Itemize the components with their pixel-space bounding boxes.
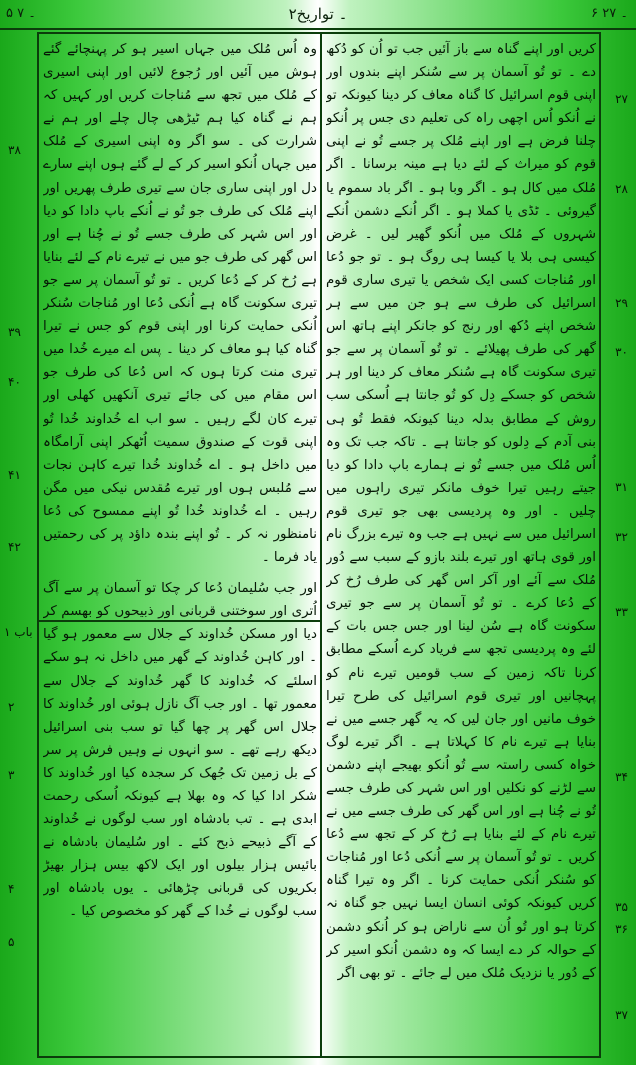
verse-number: ۴ (8, 882, 15, 896)
verse-number: ۳۶ (615, 922, 628, 936)
verse-number: ۳۹ (8, 325, 21, 339)
verse-number: ۳۱ (615, 480, 628, 494)
verse-number: ۳۵ (615, 900, 628, 914)
chapter-number: ۱ باب (4, 625, 33, 639)
page-header (0, 0, 636, 30)
verse-number: ۲ (8, 700, 15, 714)
verse-number: ۳۴ (615, 770, 628, 784)
column-divider (320, 32, 322, 1058)
verse-number: ۳۸ (8, 143, 21, 157)
left-column-text-1: وہ اُس مُلک میں جہاں اسیر ہو کر پہنچائے گئے ہوش میں آئیں اور رُجوع لائیں اور اپنی اسیری کے مُلک میں تجھ سے مُناجات کریں اور کہیں کہ ہم نے گناہ کیا ہم ٹیڑھی چال چلے اور ہم نے شرارت کی ۔ سو اگر وہ اپنی اسیری کے مُلک میں جہاں اُنکو اسیر کر کے لے گئے ہوں اپنے سارے دل اور اپنی ساری جان سے تیری طرف پھریں اور اپنے مُلک کی طرف جو تُو نے اُنکے باپ دادا کو دیا اور اس شہر کی طرف جسے تُو نے چُنا ہے اور اس گھر کی طرف جو میں نے تیرے نام کے لئے بنایا ہے رُخ کر کے دُعا کریں ۔ تو تُو آسمان پر سے جو تیری سکونت گاہ ہے اُنکی دُعا اور مُناجات سُنکر اُنکی حمایت کرنا اور اپنی قوم کو جس نے تیرا گناہ کیا ہو معاف کر دینا ۔ پس اے میرے خُدا میں تیری منت کرتا ہوں کہ اس دُعا کی طرف جو اس مقام میں کی جائے تیری آنکھیں کھلی اور تیرے کان لگے رہیں ۔ سو اب اے خُداوند خُدا تُو اپنی قوت کے صندوق سمیت اُٹھکر اپنی آرامگاہ میں داخل ہو ۔ اے خُداوند خُدا تیرے کاہن نجات سے مُلبس ہوں اور تیرے مُقدس نیکی میں مگن رہیں ۔ اے خُداوند خُدا تُو اپنے ممسوح کی دُعا نامنظور نہ کر ۔ تُو اپنے بندہ داؤد پر کی رحمتیں یاد فرما ۔ (43, 42, 317, 566)
verse-number: ۲۷ (615, 92, 628, 106)
right-column-text: کریں اور اپنے گناہ سے باز آئیں جب تو اُن کو دُکھ دے ۔ تو تُو آسمان پر سے سُنکر اپنے بندوں اور اپنی قوم اسرائیل کا گناہ معاف کر دینا کیونکہ تو نے اُنکو اُس اچھی راہ کی تعلیم دی جس پر اُنکو چلنا فرض ہے اور اپنے مُلک پر جسے تُو نے اپنی قوم کو میراث کے لئے دیا ہے مینہ برسانا ۔ اگر مُلک میں کال ہو ۔ اگر وبا ہو ۔ اگر باد سموم یا گیروئی ۔ ٹڈی یا کملا ہو ۔ اگر اُنکے دشمن اُنکے شہروں کے مُلک میں اُنکو گھیر لیں ۔ غرض کیسی ہی بلا یا کیسا ہی روگ ہو ۔ تو جو دُعا اور مُناجات کسی ایک شخص یا تیری ساری قوم اسرائیل کی طرف سے ہو جن میں سے ہر شخص اپنے دُکھ اور رنج کو جانکر اپنے ہاتھ اس گھر کی طرف پھیلائے ۔ تو تُو آسمان پر سے جو تیری سکونت گاہ ہے سُنکر معاف کر دینا اور ہر شخص کو جسکے دِل کو تُو جانتا ہے اُسکی سب روش کے مطابق بدلہ دینا کیونکہ فقط تُو ہی بنی آدم کے دِلوں کو جانتا ہے ۔ تاکہ جب تک وہ اُس مُلک میں جسے تُو نے ہمارے باپ دادا کو دیا جیتے رہیں تیرا خوف مانکر تیری راہوں میں چلیں ۔ اور وہ پردیسی بھی جو تیری قوم اسرائیل میں سے نہیں ہے جب وہ تیرے بزرگ نام اور قوی ہاتھ اور تیرے بلند بازو کے سبب سے دُور مُلک سے آئے اور آکر اس گھر کی طرف رُخ کر کے دُعا کرے ۔ تو تُو آسمان پر سے جو تیری سکونت گاہ ہے سُن لینا اور جس جس بات کے لئے وہ پردیسی تجھ سے فریاد کرے اُسکے مطابق کرنا تاکہ زمین کے سب قومیں تیرے نام کو پہچانیں اور تیری قوم اسرائیل کی طرح تیرا خوف مانیں اور جان لیں کہ یہ گھر جسے میں نے بنایا ہے تیرے نام کا کہلاتا ہے ۔ اگر تیرے لوگ خواہ کسی راستہ سے تُو اُنکو بھیجے اپنے دشمن سے لڑنے کو نکلیں اور اس شہر کی طرف جسے تُو نے چُنا ہے اور اس گھر کی طرف جسے میں نے تیرے نام کے لئے بنایا ہے رُخ کر کے تجھ سے دُعا کریں ۔ تو تُو آسمان پر سے اُنکی دُعا اور مُناجات کو سُنکر اُنکی حمایت کرنا ۔ اگر وہ تیرا گناہ کریں کیونکہ کوئی انسان ایسا نہیں جو گناہ نہ کرتا ہو اور تُو اُن سے ناراض ہو کر اُنکو دشمن کے حوالہ کر دے ایسا کہ وہ دشمن اُنکو اسیر کر کے دُور یا نزدیک مُلک میں لے جائے ۔ تو بھی اگر (326, 42, 596, 981)
verse-number: ۳ (8, 768, 15, 782)
left-text-column (43, 38, 317, 1054)
page-number-left: ۵ ۔ ۷ (6, 6, 36, 21)
verse-number: ۳۷ (615, 1008, 628, 1022)
chapter-separator (39, 620, 320, 622)
page-title: ۲۔ تواریخ (288, 5, 348, 23)
right-text-column (326, 38, 596, 1054)
verse-number: ۳۲ (615, 530, 628, 544)
verse-number: ۴۱ (8, 468, 21, 482)
verse-number: ۴۲ (8, 540, 21, 554)
page-number-right: ۶ ۔ ۲۷ (591, 6, 628, 21)
verse-number: ۲۸ (615, 182, 628, 196)
left-column-text-2: اور جب سُلیمان دُعا کر چکا تو آسمان پر سے آگ اُتری اور سوختنی قربانی اور ذبیحوں کو بھسم کر دیا اور مسکن خُداوند کے جلال سے معمور ہو گیا ۔ اور کاہن خُداوند کے گھر میں داخل نہ ہو سکے اسلئے کہ خُداوند کا گھر خُداوند کے جلال سے معمور تھا ۔ اور جب آگ نازل ہوئی اور خُداوند کا جلال اس گھر پر چھا گیا تو سب بنی اسرائیل دیکھ رہے تھے ۔ سو انہوں نے وہیں فرش پر سر کے بل زمین تک جُھک کر سجدہ کیا اور خُداوند کا شکر ادا کیا کہ وہ بھلا ہے کیونکہ اُسکی رحمت ابدی ہے ۔ تب بادشاہ اور سب لوگوں نے خُداوند کے آگے ذبیحے ذبح کئے ۔ اور سُلیمان بادشاہ نے بائیس ہزار بیلوں اور ایک لاکھ بیس ہزار بھیڑ بکریوں کی قربانی چڑھائی ۔ یوں بادشاہ اور سب لوگوں نے خُدا کے گھر کو مخصوص کیا ۔ (43, 581, 317, 920)
verse-number: ۳۳ (615, 605, 628, 619)
verse-number: ۳۰ (615, 345, 628, 359)
verse-number: ۵ (8, 935, 15, 949)
verse-number: ۲۹ (615, 296, 628, 310)
verse-number: ۴۰ (8, 375, 21, 389)
chapter-break (43, 569, 317, 577)
